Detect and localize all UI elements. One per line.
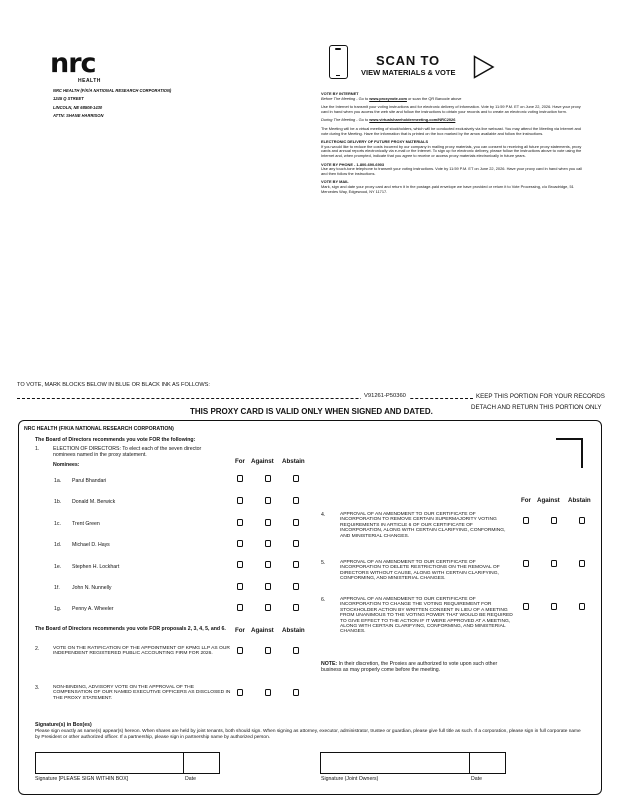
nominee-for-checkbox[interactable] — [237, 475, 243, 482]
nominee-for-checkbox[interactable] — [237, 561, 243, 568]
proposal-against-checkbox[interactable] — [551, 603, 557, 610]
nominee-number: 1f. — [54, 585, 60, 591]
nominee-abstain-checkbox[interactable] — [293, 540, 299, 547]
date-label: Date — [471, 776, 482, 782]
proposal-text: APPROVAL OF AN AMENDMENT TO OUR CERTIFICATE OF INCORPORATION TO DELETE RESTRICTIONS ON THE REMOVAL OF DIRECTORS WITHOUT CAUSE, ALONG WITH CERTAIN CLARIFYING, CONFORMING, AND MINISTERIAL CHANGES. — [340, 560, 500, 582]
edelivery-heading: ELECTRONIC DELIVERY OF FUTURE PROXY MATERIALS — [321, 139, 429, 145]
col-for: For — [235, 458, 245, 465]
nominees-label: Nominees: — [53, 462, 80, 468]
nominee-abstain-checkbox[interactable] — [293, 583, 299, 590]
nominee-abstain-checkbox[interactable] — [293, 561, 299, 568]
signature-box[interactable] — [35, 752, 220, 774]
keep-portion-label: KEEP THIS PORTION FOR YOUR RECORDS — [476, 393, 605, 400]
nominee-number: 1d. — [54, 542, 62, 548]
signature-date-divider — [469, 752, 470, 774]
corner-mark — [556, 438, 583, 468]
item-number: 1. — [35, 446, 40, 452]
proposal-abstain-checkbox[interactable] — [579, 560, 585, 567]
virtual-meeting-link[interactable]: www.virtualshareholdermeeting.com/NRC2026 — [369, 117, 456, 123]
col-against: Against — [251, 458, 274, 465]
nominee-for-checkbox[interactable] — [237, 497, 243, 504]
nominee-name: Parul Bhandari — [72, 478, 107, 484]
scan-title: SCAN TO — [376, 53, 440, 68]
smartphone-icon — [329, 45, 348, 79]
col-abstain: Abstain — [568, 497, 591, 504]
nominee-abstain-checkbox[interactable] — [293, 519, 299, 526]
col-abstain: Abstain — [282, 458, 305, 465]
nominee-number: 1g. — [54, 606, 62, 612]
col-for: For — [521, 497, 531, 504]
proposal-abstain-checkbox[interactable] — [579, 517, 585, 524]
vote-mail-heading: VOTE BY MAIL — [321, 179, 349, 185]
item-1-text: ELECTION OF DIRECTORS: To elect each of the seven director nominees named in the proxy statement. — [53, 446, 202, 458]
vote-before-meeting: Before The Meeting - Go to www.proxyvote.com or scan the QR Barcode above — [321, 95, 462, 101]
joint-signature-label: Signature (Joint Owners) — [321, 776, 379, 782]
proposal-against-checkbox[interactable] — [265, 689, 271, 696]
address-line: ATTN: SHANE HARRISON — [53, 112, 104, 118]
proposal-number: 5. — [321, 560, 326, 566]
proposal-text: VOTE ON THE RATIFICATION OF THE APPOINTMENT OF KPMG LLP AS OUR INDEPENDENT REGISTERED PUBLIC ACCOUNTING FIRM FOR 2026. — [53, 646, 230, 657]
nominee-abstain-checkbox[interactable] — [293, 604, 299, 611]
col-against: Against — [537, 497, 560, 504]
nominee-against-checkbox[interactable] — [265, 561, 271, 568]
mark-instructions: TO VOTE, MARK BLOCKS BELOW IN BLUE OR BLACK INK AS FOLLOWS: — [17, 382, 210, 388]
address-line: LINCOLN, NE 68508-1430 — [53, 104, 103, 110]
nrc-logo: nrc — [50, 48, 96, 79]
proposal-abstain-checkbox[interactable] — [293, 647, 299, 654]
signature-instructions: Please sign exactly as name(s) appear(s) hereon. When shares are held by joint tenants, both should sign. When signing as attorney, executor, administrator, trustee or guardian, please give full title as such. If a corporation, please sign in full corporate name by President or other authorized officer. If a partnership, please sign in partnership name by authorized person. — [35, 729, 581, 740]
proposal-number: 3. — [35, 685, 40, 691]
nominee-name: Penny A. Wheeler — [72, 606, 114, 612]
date-label: Date — [185, 776, 196, 782]
nominee-against-checkbox[interactable] — [265, 604, 271, 611]
proposal-against-checkbox[interactable] — [551, 517, 557, 524]
proposal-text: APPROVAL OF AN AMENDMENT TO OUR CERTIFICATE OF INCORPORATION TO CHANGE THE VOTING REQUIREMENT FOR STOCKHOLDER ACTION BY WRITTEN CONSENT IN LIEU OF A MEETING FROM UNANIMOUS TO THE VOTING POWER THAT WOULD BE REQUIRED TO GIVE EFFECT TO THE ACTION IF IT WERE APPROVED AT A MEETING, ALONG WITH CERTAIN CLARIFYING, CONFORMING, AND MINISTERIAL CHANGES. — [340, 597, 513, 635]
nominee-against-checkbox[interactable] — [265, 540, 271, 547]
proposal-abstain-checkbox[interactable] — [579, 603, 585, 610]
nominee-for-checkbox[interactable] — [237, 583, 243, 590]
vote-mail-text: Mark, sign and date your proxy card and return it in the postage-paid envelope we have provided or return it to Vote Processing, c/o Broadridge, 51 Mercedes Way, Edgewood, NY 11717. — [321, 183, 574, 194]
col-against: Against — [251, 627, 274, 634]
proposal-number: 6. — [321, 597, 326, 603]
internet-instructions: Use the Internet to transmit your voting instructions and for electronic delivery of information. Vote by 11:59 P.M. ET on June 22, 2026. Have your proxy card in hand when you access the web site and follow the instructions to obtain your records and to create an electronic voting instruction form. — [321, 104, 581, 114]
vote-phone-text: Use any touch-tone telephone to transmit your voting instructions. Vote by 11:59 P.M. ET on June 22, 2026. Have your proxy card in hand when you call and then follow the instructions. — [321, 166, 583, 176]
proposal-text: APPROVAL OF AN AMENDMENT TO OUR CERTIFICATE OF INCORPORATION TO REMOVE CERTAIN SUPERMAJORITY VOTING REQUIREMENTS IN ARTICLE 6 OF OUR CERTIFICATE OF INCORPORATION, ALONG WITH CERTAIN CLARIFYING, CONFORMING, AND MINISTERIAL CHANGES. — [340, 512, 506, 539]
valid-notice: THIS PROXY CARD IS VALID ONLY WHEN SIGNED AND DATED. — [190, 407, 433, 416]
col-abstain: Abstain — [282, 627, 305, 634]
nominee-name: John N. Nunnelly — [72, 585, 112, 591]
company-name: NRC HEALTH (F/K/A NATIONAL RESEARCH CORPORATION) — [24, 426, 174, 432]
scan-subtitle: VIEW MATERIALS & VOTE — [361, 68, 456, 77]
nrc-logo-subtitle: HEALTH — [78, 78, 101, 84]
address-line: 1245 Q STREET — [53, 96, 84, 102]
nominee-number: 1e. — [54, 564, 62, 570]
signature-label: Signature [PLEASE SIGN WITHIN BOX] — [35, 776, 129, 782]
proposal-abstain-checkbox[interactable] — [293, 689, 299, 696]
nominee-name: Stephen H. Lockhart — [72, 564, 120, 570]
control-number: V91261-P50360 — [361, 393, 409, 399]
arrow-right-icon — [473, 55, 495, 79]
vote-internet-heading: VOTE BY INTERNET — [321, 91, 359, 96]
nominee-for-checkbox[interactable] — [237, 540, 243, 547]
joint-signature-box[interactable] — [320, 752, 506, 774]
proposal-text: NON-BINDING, ADVISORY VOTE ON THE APPROVAL OF THE COMPENSATION OF OUR NAMED EXECUTIVE OFFICERS AS DISCLOSED IN THE PROXY STATEMENT. — [53, 685, 231, 701]
detach-portion-label: DETACH AND RETURN THIS PORTION ONLY — [471, 404, 602, 411]
nominee-against-checkbox[interactable] — [265, 497, 271, 504]
board-recommendation-1: The Board of Directors recommends you vote FOR the following: — [35, 437, 196, 443]
proxyvote-link[interactable]: www.proxyvote.com — [369, 95, 407, 101]
virtual-meeting-text: The Meeting will be a virtual meeting of stockholders, which will be conducted exclusively via live webcast. You may attend the Meeting via Internet and vote during the Meeting. Have the information that is printed on the box marked by the arrow available and follow the instructions. — [321, 125, 581, 136]
proposal-for-checkbox[interactable] — [237, 689, 243, 696]
nominee-abstain-checkbox[interactable] — [293, 497, 299, 504]
proposal-for-checkbox[interactable] — [523, 517, 529, 524]
board-recommendation-2: The Board of Directors recommends you vote FOR proposals 2, 3, 4, 5, and 6. — [35, 626, 226, 632]
nominee-name: Trent Green — [72, 521, 100, 527]
col-for: For — [235, 627, 245, 634]
vote-phone-heading: VOTE BY PHONE - 1-800-690-6903 — [321, 161, 385, 167]
proposal-number: 2. — [35, 646, 40, 652]
proposal-against-checkbox[interactable] — [265, 647, 271, 654]
nominee-against-checkbox[interactable] — [265, 583, 271, 590]
nominee-for-checkbox[interactable] — [237, 604, 243, 611]
nominee-against-checkbox[interactable] — [265, 475, 271, 482]
nominee-number: 1c. — [54, 521, 61, 527]
proposal-for-checkbox[interactable] — [523, 560, 529, 567]
proposal-number: 4. — [321, 512, 326, 518]
edelivery-text: If you would like to reduce the costs incurred by our company in mailing proxy materials, you can consent to receiving all future proxy statements, proxy cards and annual reports electronically via e-mail or the Internet. To sign up for electronic delivery, please follow the instructions above to vote using the Internet and, when prompted, indicate that you agree to receive or access proxy materials electronically in future years. — [321, 143, 582, 158]
proposal-for-checkbox[interactable] — [523, 603, 529, 610]
nominee-abstain-checkbox[interactable] — [293, 475, 299, 482]
proposal-for-checkbox[interactable] — [237, 647, 243, 654]
nominee-against-checkbox[interactable] — [265, 519, 271, 526]
signature-date-divider — [183, 752, 184, 774]
vote-during-meeting: During The Meeting - Go to www.virtualshareholdermeeting.com/NRC2026 — [321, 117, 456, 123]
proxy-note: NOTE: In their discretion, the Proxies are authorized to vote upon such other business as may properly come before the meeting. — [321, 661, 498, 673]
nominee-name: Michael D. Hays — [72, 542, 110, 548]
signature-heading: Signature(s) in Box(es) — [35, 722, 92, 728]
return-address — [53, 87, 171, 120]
nominee-for-checkbox[interactable] — [237, 519, 243, 526]
nominee-name: Donald M. Berwick — [72, 499, 116, 505]
address-line: NRC HEALTH (F/K/A NATIONAL RESEARCH CORPORATION) — [53, 88, 172, 93]
nominee-number: 1b. — [54, 499, 62, 505]
nominee-number: 1a. — [54, 478, 62, 484]
proposal-against-checkbox[interactable] — [551, 560, 557, 567]
voting-instructions — [321, 92, 588, 194]
